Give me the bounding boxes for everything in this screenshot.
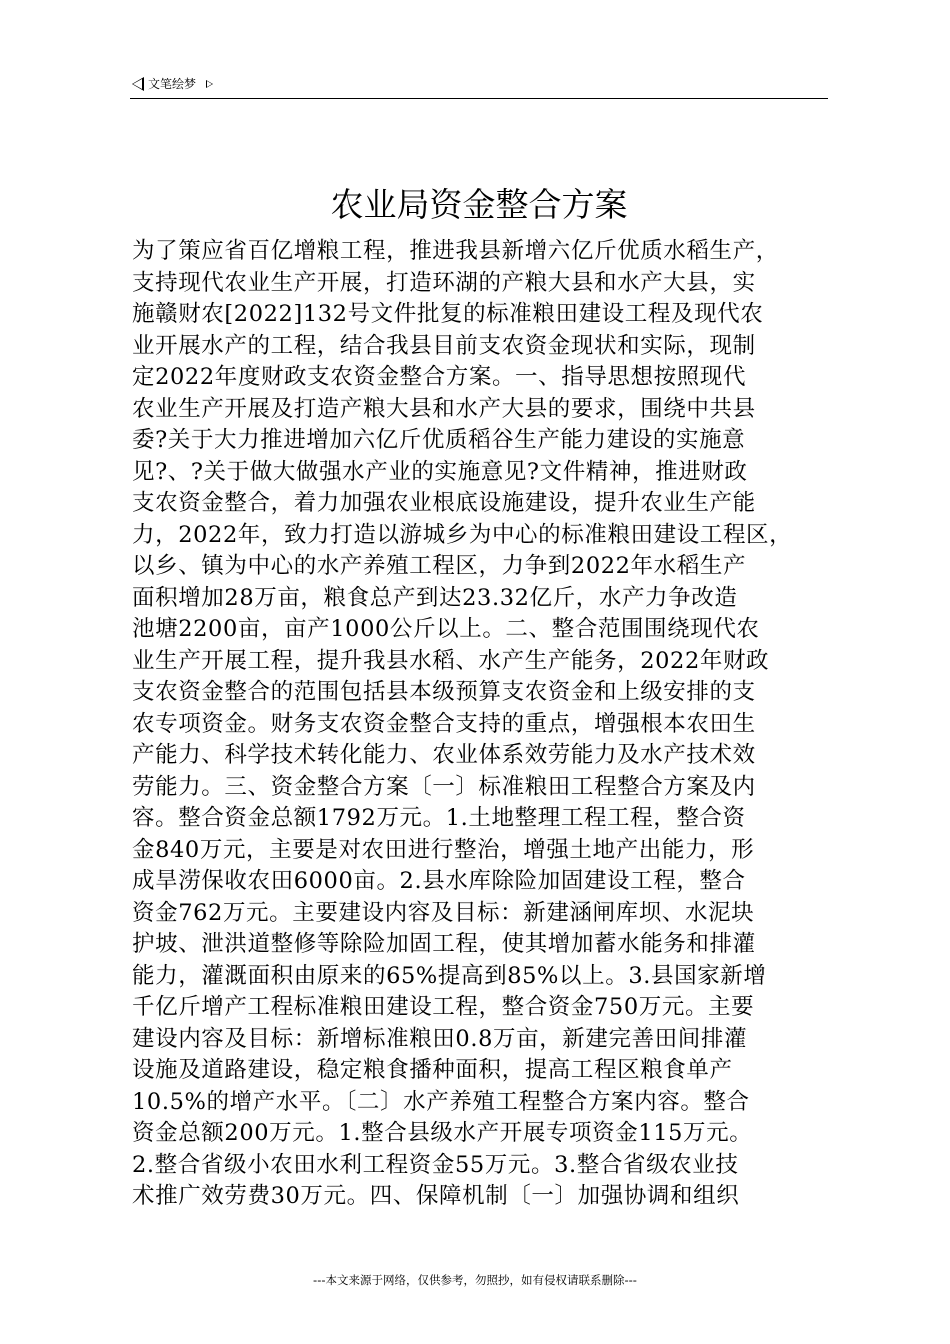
document-body [132, 236, 832, 1213]
triangle-left-outline-icon [132, 77, 144, 91]
body-line: 以乡、镇为中心的水产养殖工程区，力争到2022年水稻生产 [132, 553, 747, 579]
body-line: 支农资金整合，着力加强农业根底设施建设，提升农业生产能 [132, 490, 756, 516]
triangle-right-outline-icon [206, 80, 213, 88]
body-line: 千亿斤增产工程标准粮田建设工程，整合资金750万元。主要 [132, 994, 755, 1020]
body-line: 支农资金整合的范围包括县本级预算支农资金和上级安排的支 [132, 679, 756, 705]
body-line: 力，2022年，致力打造以游城乡为中心的标准粮田建设工程区， [132, 521, 793, 548]
brand-label: 文笔绘梦 [148, 77, 197, 91]
body-line: 定2022年度财政支农资金整合方案。一、指导思想按照现代 [132, 364, 747, 390]
body-line: 业生产开展工程，提升我县水稻、水产生产能务，2022年财政 [132, 647, 770, 674]
body-line: 委?关于大力推进增加六亿斤优质稻谷生产能力建设的实施意 [132, 427, 746, 453]
body-line: 护坡、泄洪道整修等除险加固工程，使其增加蓄水能务和排灌 [132, 931, 756, 957]
body-line: 支持现代农业生产开展，打造环湖的产粮大县和水产大县，实 [132, 269, 756, 296]
body-line: 10.5%的增产水平。〔二〕水产养殖工程整合方案内容。整合 [132, 1088, 750, 1115]
document-title: 农业局资金整合方案 [330, 185, 628, 224]
body-line: 面积增加28万亩，粮食总产到达23.32亿斤，水产力争改造 [132, 584, 738, 611]
body-line: 为了策应省百亿增粮工程，推进我县新增六亿斤优质水稻生产， [132, 238, 779, 264]
body-line: 术推广效劳费30万元。四、保障机制〔一〕加强协调和组织 [132, 1183, 740, 1209]
body-line: 金840万元，主要是对农田进行整治，增强土地产出能力，形 [132, 836, 755, 863]
body-line: 产能力、科学技术转化能力、农业体系效劳能力及水产技术效 [132, 742, 756, 768]
footer-notice: ---本文来源于网络，仅供参考，勿照抄，如有侵权请联系删除--- [313, 1273, 637, 1287]
body-line: 设施及道路建设，稳定粮食播种面积，提高工程区粮食单产 [132, 1057, 733, 1083]
body-line: 资金总额200万元。1.整合县级水产开展专项资金115万元。 [132, 1120, 753, 1146]
body-line: 农业生产开展及打造产粮大县和水产大县的要求，围绕中共县 [132, 395, 756, 422]
body-line: 见?、?关于做大做强水产业的实施意见?文件精神，推进财政 [132, 458, 748, 485]
body-line: 业开展水产的工程，结合我县目前支农资金现状和实际，现制 [132, 332, 756, 359]
body-line: 建设内容及目标：新增标准粮田0.8万亩，新建完善田间排灌 [132, 1025, 748, 1052]
body-line: 能力，灌溉面积由原来的65%提高到85%以上。3.县国家新增 [132, 962, 767, 989]
body-line: 2.整合省级小农田水利工程资金55万元。3.整合省级农业技 [132, 1151, 739, 1178]
body-line: 资金762万元。主要建设内容及目标：新建涵闸库坝、水泥块 [132, 899, 755, 926]
body-line: 池塘2200亩，亩产1000公斤以上。二、整合范围围绕现代农 [132, 616, 760, 642]
header-brand [130, 74, 213, 94]
page-header [130, 74, 828, 99]
body-line: 施赣财农[2022]132号文件批复的标准粮田建设工程及现代农 [132, 301, 764, 327]
body-line: 容。整合资金总额1792万元。1.土地整理工程工程，整合资 [132, 805, 746, 831]
body-line: 成旱涝保收农田6000亩。2.县水库除险加固建设工程，整合 [132, 868, 746, 894]
body-line: 农专项资金。财务支农资金整合支持的重点，增强根本农田生 [132, 710, 756, 737]
body-line: 劳能力。三、资金整合方案〔一〕标准粮田工程整合方案及内 [132, 773, 756, 800]
